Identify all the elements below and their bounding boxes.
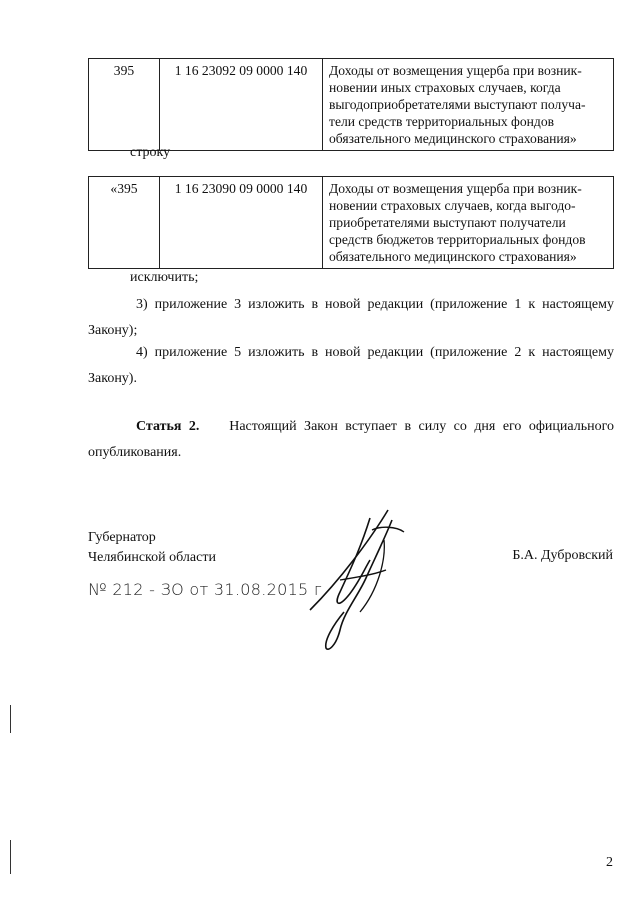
table-cell-code: 395 [89, 59, 160, 151]
table-revenue-row-2 [88, 176, 614, 269]
exclude-text: исключить; [130, 270, 199, 285]
article-label: Статья 2. [136, 419, 200, 434]
table-cell-description [323, 59, 614, 151]
item-4-paragraph: 4) приложение 5 изложить в новой редакции (приложение 2 к настоящему Закону). [88, 345, 614, 386]
table-row [89, 59, 614, 151]
law-number: № 212 - ЗО от 31.08.2015 г. [88, 580, 328, 599]
signatory-title [88, 528, 216, 568]
description-line: обязательного медицинского страхования» [329, 131, 577, 146]
between-text: строку [130, 145, 171, 160]
article-text: Настоящий Закон вступает в силу со дня его официального опубликования. [88, 419, 615, 460]
table-revenue-row-1 [88, 58, 614, 151]
description-line: тели средств территориальных фондов [329, 114, 555, 129]
description-line: выгодоприобретателями выступают получа- [329, 97, 586, 112]
table-cell-description [323, 177, 614, 269]
description-line: обязательного медицинского страхования» [329, 249, 577, 264]
description-line: приобретателями выступают получатели [329, 215, 566, 230]
table-cell-kbk: 1 16 23090 09 0000 140 [160, 177, 323, 269]
margin-mark [10, 840, 11, 874]
description-line: Доходы от возмещения ущерба при возник- [329, 181, 582, 196]
table-cell-kbk: 1 16 23092 09 0000 140 [160, 59, 323, 151]
signatory-title-line: Губернатор [88, 530, 156, 545]
item-3-paragraph: 3) приложение 3 изложить в новой редакции (приложение 1 к настоящему Закону); [88, 297, 614, 338]
article-2-paragraph [88, 414, 614, 466]
description-line: Доходы от возмещения ущерба при возник- [329, 63, 582, 78]
margin-mark [10, 705, 11, 733]
description-line: средств бюджетов территориальных фондов [329, 232, 586, 247]
description-line: новении страховых случаев, когда выгодо- [329, 198, 576, 213]
signatory-name: Б.А. Дубровский [512, 548, 613, 563]
description-line: новении иных страховых случаев, когда [329, 80, 561, 95]
handwritten-signature [300, 500, 420, 660]
table-row [89, 177, 614, 269]
signatory-title-line: Челябинской области [88, 550, 216, 565]
page-number: 2 [606, 855, 613, 870]
table-cell-code: «395 [89, 177, 160, 269]
